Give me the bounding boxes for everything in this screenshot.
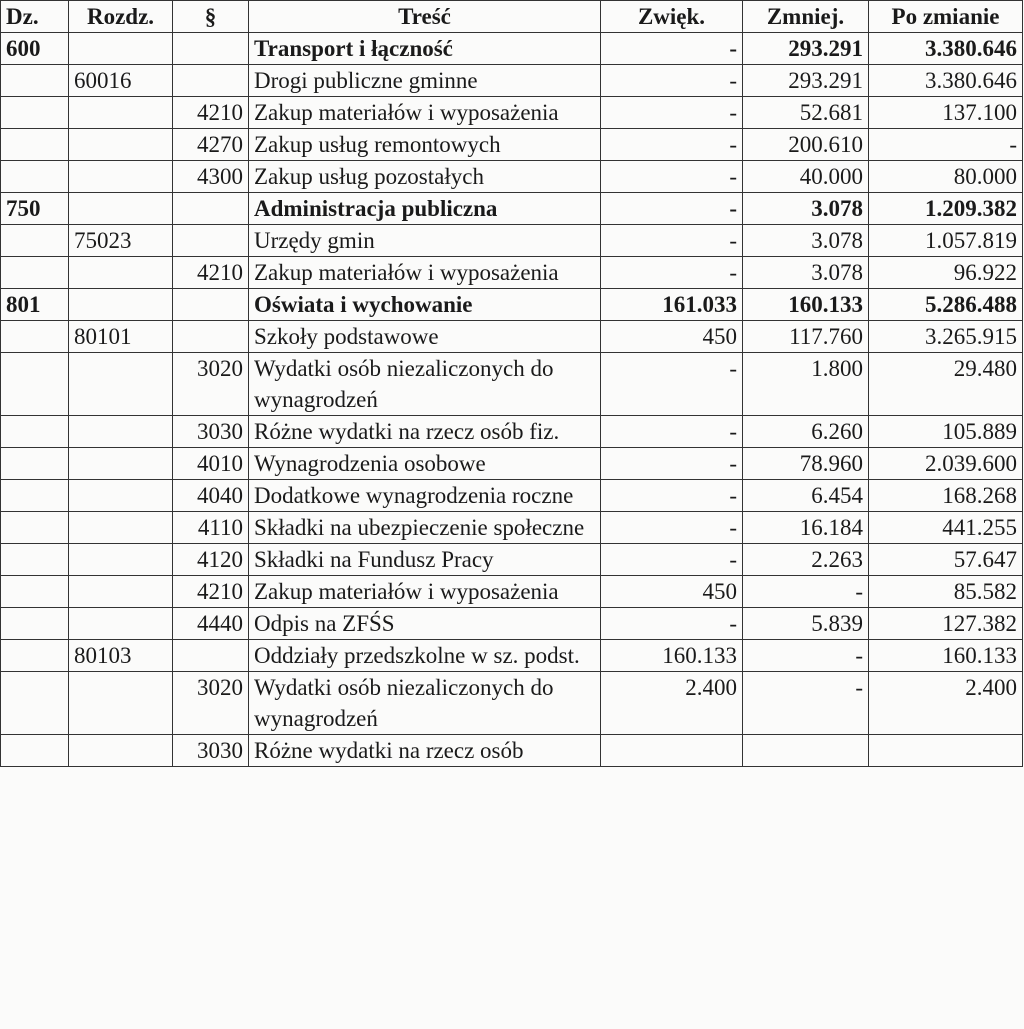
cell-po-zmianie: 2.039.600 (869, 448, 1023, 480)
cell-zwiek: - (601, 97, 743, 129)
cell-zwiek: 450 (601, 321, 743, 353)
cell-paragraph: 4120 (173, 544, 249, 576)
cell-rozdz (69, 353, 173, 416)
table-body (1, 33, 1023, 767)
table-row (1, 289, 1023, 321)
cell-paragraph: 3020 (173, 353, 249, 416)
cell-zmniej: 78.960 (743, 448, 869, 480)
cell-rozdz (69, 33, 173, 65)
cell-zwiek: 160.133 (601, 640, 743, 672)
cell-zmniej: 293.291 (743, 65, 869, 97)
header-tresc: Treść (249, 1, 601, 33)
table-row (1, 448, 1023, 480)
cell-zwiek: - (601, 225, 743, 257)
cell-po-zmianie: 160.133 (869, 640, 1023, 672)
cell-paragraph (173, 193, 249, 225)
cell-tresc: Administracja publiczna (249, 193, 601, 225)
cell-dz (1, 129, 69, 161)
cell-zmniej: 3.078 (743, 225, 869, 257)
table-row (1, 480, 1023, 512)
cell-po-zmianie: 80.000 (869, 161, 1023, 193)
cell-dz (1, 97, 69, 129)
cell-rozdz (69, 161, 173, 193)
cell-rozdz: 75023 (69, 225, 173, 257)
cell-dz (1, 672, 69, 735)
table-row (1, 576, 1023, 608)
cell-rozdz (69, 257, 173, 289)
cell-po-zmianie: 96.922 (869, 257, 1023, 289)
table-row (1, 640, 1023, 672)
cell-zwiek: - (601, 257, 743, 289)
cell-paragraph: 4210 (173, 576, 249, 608)
cell-zwiek: 2.400 (601, 672, 743, 735)
cell-zmniej: 117.760 (743, 321, 869, 353)
table-row (1, 321, 1023, 353)
cell-zmniej: - (743, 576, 869, 608)
cell-dz (1, 161, 69, 193)
cell-zwiek: - (601, 353, 743, 416)
cell-zwiek: - (601, 480, 743, 512)
cell-paragraph: 4210 (173, 257, 249, 289)
cell-rozdz (69, 512, 173, 544)
cell-zmniej: 3.078 (743, 193, 869, 225)
cell-dz (1, 416, 69, 448)
cell-zmniej: 6.454 (743, 480, 869, 512)
header-po-zmianie: Po zmianie (869, 1, 1023, 33)
table-row (1, 608, 1023, 640)
cell-tresc: Składki na Fundusz Pracy (249, 544, 601, 576)
cell-rozdz (69, 735, 173, 767)
cell-zwiek: - (601, 65, 743, 97)
table-row (1, 512, 1023, 544)
cell-zmniej: 5.839 (743, 608, 869, 640)
cell-po-zmianie: 2.400 (869, 672, 1023, 735)
cell-zmniej: - (743, 672, 869, 735)
cell-zmniej (743, 735, 869, 767)
cell-po-zmianie (869, 735, 1023, 767)
cell-rozdz (69, 480, 173, 512)
cell-zwiek: - (601, 129, 743, 161)
cell-paragraph: 4110 (173, 512, 249, 544)
cell-paragraph: 3030 (173, 416, 249, 448)
cell-rozdz (69, 289, 173, 321)
cell-zmniej: 52.681 (743, 97, 869, 129)
cell-dz: 600 (1, 33, 69, 65)
cell-rozdz: 80103 (69, 640, 173, 672)
cell-tresc: Składki na ubezpieczenie społeczne (249, 512, 601, 544)
cell-po-zmianie: - (869, 129, 1023, 161)
cell-tresc: Zakup materiałów i wyposażenia (249, 576, 601, 608)
cell-paragraph: 4300 (173, 161, 249, 193)
cell-po-zmianie: 168.268 (869, 480, 1023, 512)
cell-zwiek: 161.033 (601, 289, 743, 321)
cell-rozdz (69, 97, 173, 129)
header-rozdz: Rozdz. (69, 1, 173, 33)
cell-tresc: Zakup materiałów i wyposażenia (249, 97, 601, 129)
table-row (1, 257, 1023, 289)
cell-tresc: Zakup usług pozostałych (249, 161, 601, 193)
table-row (1, 129, 1023, 161)
cell-dz (1, 512, 69, 544)
cell-dz (1, 225, 69, 257)
cell-zwiek: - (601, 512, 743, 544)
table-row (1, 65, 1023, 97)
cell-rozdz (69, 193, 173, 225)
cell-po-zmianie: 1.209.382 (869, 193, 1023, 225)
table-row (1, 193, 1023, 225)
cell-paragraph: 4440 (173, 608, 249, 640)
cell-rozdz: 60016 (69, 65, 173, 97)
cell-tresc: Wynagrodzenia osobowe (249, 448, 601, 480)
cell-paragraph: 4010 (173, 448, 249, 480)
cell-zmniej: 1.800 (743, 353, 869, 416)
table-row (1, 672, 1023, 735)
cell-paragraph: 3020 (173, 672, 249, 735)
cell-paragraph (173, 33, 249, 65)
table-row (1, 416, 1023, 448)
cell-zwiek: 450 (601, 576, 743, 608)
cell-tresc: Wydatki osób niezaliczonych do wynagrodzeń (249, 353, 601, 416)
cell-tresc: Drogi publiczne gminne (249, 65, 601, 97)
cell-dz (1, 257, 69, 289)
cell-rozdz: 80101 (69, 321, 173, 353)
cell-zmniej: - (743, 640, 869, 672)
cell-paragraph (173, 640, 249, 672)
cell-zwiek: - (601, 161, 743, 193)
header-paragraph: § (173, 1, 249, 33)
cell-zwiek: - (601, 33, 743, 65)
header-dz: Dz. (1, 1, 69, 33)
cell-dz (1, 735, 69, 767)
table-row (1, 544, 1023, 576)
cell-tresc: Urzędy gmin (249, 225, 601, 257)
table-row (1, 161, 1023, 193)
cell-rozdz (69, 416, 173, 448)
cell-rozdz (69, 672, 173, 735)
cell-tresc: Oddziały przedszkolne w sz. podst. (249, 640, 601, 672)
cell-tresc: Transport i łączność (249, 33, 601, 65)
cell-tresc: Różne wydatki na rzecz osób fiz. (249, 416, 601, 448)
cell-dz: 801 (1, 289, 69, 321)
cell-po-zmianie: 137.100 (869, 97, 1023, 129)
cell-rozdz (69, 129, 173, 161)
cell-po-zmianie: 3.265.915 (869, 321, 1023, 353)
cell-rozdz (69, 448, 173, 480)
cell-paragraph: 4210 (173, 97, 249, 129)
cell-zwiek (601, 735, 743, 767)
cell-dz (1, 480, 69, 512)
cell-tresc: Szkoły podstawowe (249, 321, 601, 353)
cell-tresc: Zakup usług remontowych (249, 129, 601, 161)
cell-dz: 750 (1, 193, 69, 225)
cell-po-zmianie: 105.889 (869, 416, 1023, 448)
cell-dz (1, 321, 69, 353)
cell-zmniej: 16.184 (743, 512, 869, 544)
cell-zwiek: - (601, 544, 743, 576)
table-row (1, 33, 1023, 65)
cell-zmniej: 160.133 (743, 289, 869, 321)
cell-zmniej: 6.260 (743, 416, 869, 448)
cell-zwiek: - (601, 608, 743, 640)
cell-paragraph (173, 65, 249, 97)
cell-tresc: Zakup materiałów i wyposażenia (249, 257, 601, 289)
cell-zmniej: 40.000 (743, 161, 869, 193)
cell-po-zmianie: 127.382 (869, 608, 1023, 640)
cell-po-zmianie: 57.647 (869, 544, 1023, 576)
table-row (1, 97, 1023, 129)
header-zmniej: Zmniej. (743, 1, 869, 33)
cell-paragraph (173, 321, 249, 353)
cell-paragraph: 4040 (173, 480, 249, 512)
cell-po-zmianie: 85.582 (869, 576, 1023, 608)
cell-paragraph: 4270 (173, 129, 249, 161)
cell-rozdz (69, 544, 173, 576)
cell-tresc: Różne wydatki na rzecz osób (249, 735, 601, 767)
cell-po-zmianie: 29.480 (869, 353, 1023, 416)
cell-rozdz (69, 576, 173, 608)
header-row (1, 1, 1023, 33)
cell-tresc: Odpis na ZFŚS (249, 608, 601, 640)
cell-po-zmianie: 1.057.819 (869, 225, 1023, 257)
cell-po-zmianie: 3.380.646 (869, 65, 1023, 97)
cell-paragraph: 3030 (173, 735, 249, 767)
cell-dz (1, 544, 69, 576)
header-zwiek: Zwięk. (601, 1, 743, 33)
cell-zwiek: - (601, 193, 743, 225)
cell-zmniej: 200.610 (743, 129, 869, 161)
cell-dz (1, 65, 69, 97)
cell-zwiek: - (601, 416, 743, 448)
cell-rozdz (69, 608, 173, 640)
cell-po-zmianie: 441.255 (869, 512, 1023, 544)
cell-zmniej: 2.263 (743, 544, 869, 576)
cell-paragraph (173, 289, 249, 321)
cell-dz (1, 608, 69, 640)
cell-paragraph (173, 225, 249, 257)
cell-tresc: Oświata i wychowanie (249, 289, 601, 321)
cell-po-zmianie: 3.380.646 (869, 33, 1023, 65)
table-row (1, 735, 1023, 767)
cell-tresc: Dodatkowe wynagrodzenia roczne (249, 480, 601, 512)
cell-dz (1, 448, 69, 480)
cell-tresc: Wydatki osób niezaliczonych do wynagrodzeń (249, 672, 601, 735)
cell-zmniej: 3.078 (743, 257, 869, 289)
cell-dz (1, 640, 69, 672)
cell-dz (1, 576, 69, 608)
cell-po-zmianie: 5.286.488 (869, 289, 1023, 321)
table-row (1, 225, 1023, 257)
cell-zmniej: 293.291 (743, 33, 869, 65)
cell-dz (1, 353, 69, 416)
table-row (1, 353, 1023, 416)
cell-zwiek: - (601, 448, 743, 480)
